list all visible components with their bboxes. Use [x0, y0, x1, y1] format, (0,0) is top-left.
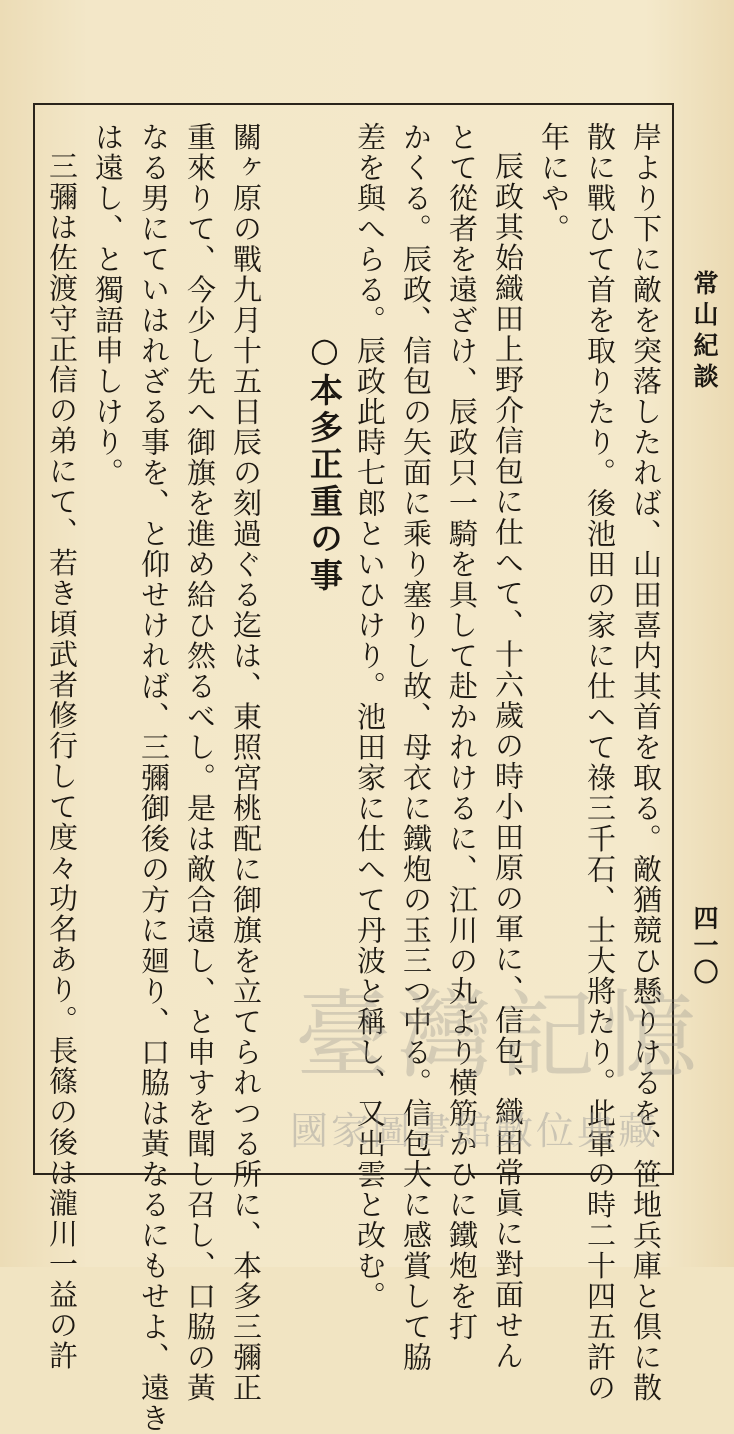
- running-title: 常山紀談: [690, 270, 719, 394]
- text-column: とて從者を遠ざけ、辰政只一騎を具して赴かれけるに、江川の丸より横筋かひに鐵炮を打: [445, 122, 479, 1342]
- text-column: 關ヶ原の戰九月十五日辰の刻過ぐる迄は、東照宮桃配に御旗を立てられつる所に、本多三彌正: [229, 122, 263, 1403]
- text-column: 辰政其始織田上野介信包に仕へて、十六歲の時小田原の軍に、信包、織田常眞に對面せん: [491, 151, 525, 1371]
- watermark-caption: 國家圖書館數位典藏: [290, 1109, 660, 1153]
- text-column: 差を與へらる。辰政此時七郎といひけり。池田家に仕へて丹波と稱し、又出雲と改む。: [353, 122, 387, 1312]
- text-column: 年にや。: [537, 122, 571, 244]
- text-column: 散に戰ひて首を取りたり。後池田の家に仕へて祿三千石、士大將たり。此軍の時二十四五許の: [583, 122, 617, 1403]
- watermark-logo: 臺灣記憶: [295, 980, 703, 1092]
- text-column: なる男にていはれざる事を、と仰せければ、三彌御後の方に廻り、口脇は黃なるにもせよ、遠き: [137, 122, 171, 1434]
- text-column: は遠し、と獨語申しけり。: [91, 122, 125, 488]
- text-column: 岸より下に敵を突落したれば、山田喜内其首を取る。敵猶競ひ懸りけるを、笹地兵庫と倶に散: [629, 122, 663, 1403]
- text-column: かくる。辰政、信包の矢面に乘り塞りし故、母衣に鐵炮の玉三つ中る。信包大に感賞して脇: [399, 122, 433, 1373]
- page-number: 四一〇: [690, 905, 719, 986]
- text-column: 重來りて、今少し先へ御旗を進め給ひ然るべし。是は敵合遠し、と申すを聞し召し、口脇の黃: [183, 122, 217, 1403]
- section-heading: ○本多正重の事: [305, 330, 344, 595]
- text-column: 三彌は佐渡守正信の弟にて、若き頃武者修行して度々功名あり。長篠の後は瀧川一益の許: [45, 151, 79, 1371]
